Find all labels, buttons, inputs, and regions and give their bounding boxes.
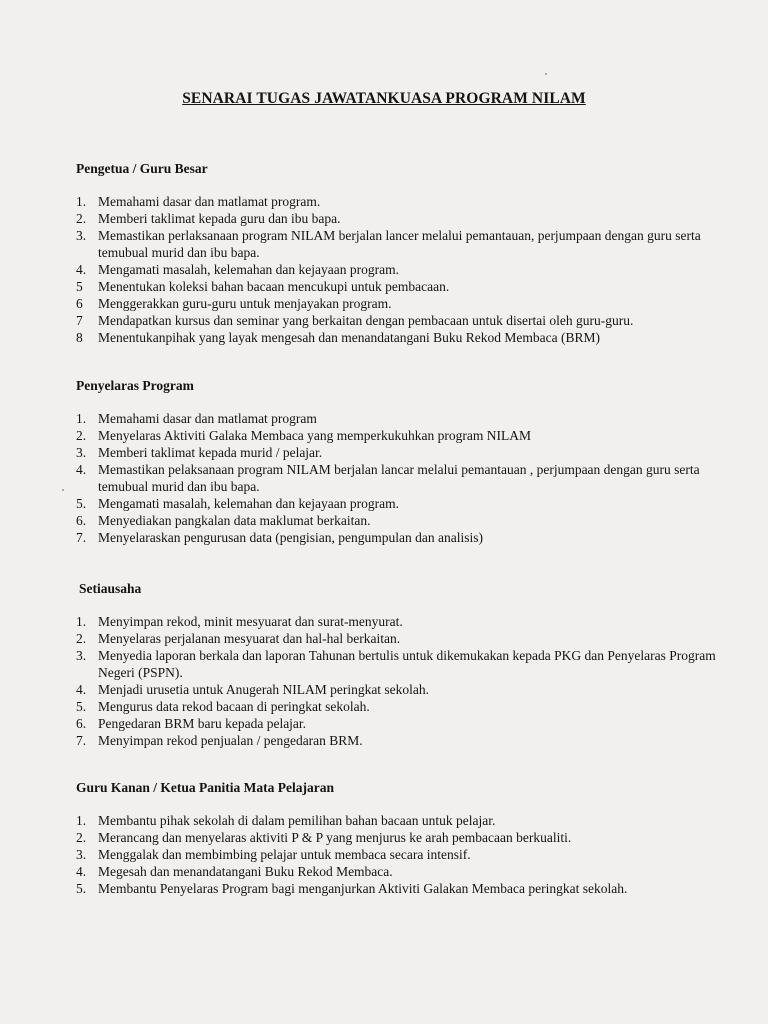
item-text: Membantu pihak sekolah di dalam pemilihan bahan bacaan untuk pelajar. xyxy=(98,813,496,828)
item-number: 3. xyxy=(76,648,87,663)
list-item xyxy=(76,461,716,495)
item-text: Mengamati masalah, kelemahan dan kejayaan program. xyxy=(98,496,400,511)
list-item xyxy=(76,261,716,278)
item-text: Menyedia laporan berkala dan laporan Tahunan bertulis untuk dikemukakan kepada PKG dan Penyelaras Program Negeri (PSPN). xyxy=(98,648,716,680)
item-number: 5. xyxy=(76,699,87,714)
item-text: Pengedaran BRM baru kepada pelajar. xyxy=(98,716,307,731)
list-item xyxy=(76,512,716,529)
item-text: Menyediakan pangkalan data maklumat berkaitan. xyxy=(98,513,371,528)
section-heading: Setiausaha xyxy=(79,581,142,596)
item-text: Menggerakkan guru-guru untuk menjayakan program. xyxy=(98,296,392,311)
list-item xyxy=(76,444,716,461)
item-text: Mengamati masalah, kelemahan dan kejayaan program. xyxy=(98,262,400,277)
item-number: 2. xyxy=(76,211,87,226)
item-number: 2. xyxy=(76,428,87,443)
item-number: 1. xyxy=(76,614,87,629)
item-text: Menyimpan rekod penjualan / pengedaran BRM. xyxy=(98,733,363,748)
item-number: 4. xyxy=(76,462,87,477)
task-list xyxy=(76,193,716,346)
section-pengetua xyxy=(76,161,716,346)
task-list xyxy=(76,812,716,897)
section-heading: Pengetua / Guru Besar xyxy=(76,161,208,176)
item-number: 4. xyxy=(76,262,87,277)
item-text: Menyelaras Aktiviti Galaka Membaca yang memperkukuhkan program NILAM xyxy=(98,428,531,443)
list-item xyxy=(76,295,716,312)
item-text: Memahami dasar dan matlamat program. xyxy=(98,194,321,209)
item-text: Memastikan perlaksanaan program NILAM berjalan lancer melalui pemantauan, perjumpaan dengan guru serta temubual murid dan ibu bapa. xyxy=(98,228,701,260)
list-item xyxy=(76,410,716,427)
item-text: Menyelaras perjalanan mesyuarat dan hal-hal berkaitan. xyxy=(98,631,401,646)
list-item xyxy=(76,698,719,715)
scan-speck xyxy=(62,489,64,491)
list-item xyxy=(76,427,716,444)
item-text: Memberi taklimat kepada murid / pelajar. xyxy=(98,445,323,460)
list-item xyxy=(76,732,719,749)
item-number: 1. xyxy=(76,411,87,426)
item-text: Menentukanpihak yang layak mengesah dan menandatangani Buku Rekod Membaca (BRM) xyxy=(98,330,600,345)
item-number: 5. xyxy=(76,496,87,511)
item-text: Menyimpan rekod, minit mesyuarat dan surat-menyurat. xyxy=(98,614,403,629)
list-item xyxy=(76,312,716,329)
document-title: SENARAI TUGAS JAWATANKUASA PROGRAM NILAM xyxy=(182,90,586,107)
list-item xyxy=(76,329,716,346)
list-item xyxy=(76,846,716,863)
list-item xyxy=(76,647,719,681)
list-item xyxy=(76,880,716,897)
section-heading: Penyelaras Program xyxy=(76,378,194,393)
item-text: Mengurus data rekod bacaan di peringkat sekolah. xyxy=(98,699,370,714)
item-number: 1. xyxy=(76,813,87,828)
section-guru-kanan xyxy=(76,780,716,897)
list-item xyxy=(76,210,716,227)
item-text: Mendapatkan kursus dan seminar yang berkaitan dengan pembacaan untuk disertai oleh guru-guru. xyxy=(98,313,634,328)
item-text: Menggalak dan membimbing pelajar untuk membaca secara intensif. xyxy=(98,847,471,862)
item-number: 3. xyxy=(76,847,87,862)
list-item xyxy=(76,193,716,210)
list-item xyxy=(76,495,716,512)
item-number: 7. xyxy=(76,530,87,545)
item-number: 8 xyxy=(76,330,83,345)
task-list xyxy=(76,410,716,546)
item-number: 6 xyxy=(76,296,83,311)
list-item xyxy=(76,829,716,846)
item-number: 2. xyxy=(76,830,87,845)
item-number: 3. xyxy=(76,445,87,460)
list-item xyxy=(76,681,719,698)
scan-speck xyxy=(545,73,547,75)
list-item xyxy=(76,863,716,880)
item-text: Memastikan pelaksanaan program NILAM berjalan lancar melalui pemantauan , perjumpaan dengan guru serta temubual murid dan ibu bapa. xyxy=(98,462,700,494)
item-text: Merancang dan menyelaras aktiviti P & P yang menjurus ke arah pembacaan berkualiti. xyxy=(98,830,572,845)
item-number: 1. xyxy=(76,194,87,209)
item-text: Menjadi urusetia untuk Anugerah NILAM peringkat sekolah. xyxy=(98,682,430,697)
list-item xyxy=(76,715,719,732)
item-number: 2. xyxy=(76,631,87,646)
list-item xyxy=(76,630,719,647)
section-heading: Guru Kanan / Ketua Panitia Mata Pelajaran xyxy=(76,780,334,795)
item-text: Menentukan koleksi bahan bacaan mencukupi untuk pembacaan. xyxy=(98,279,450,294)
item-number: 4. xyxy=(76,864,87,879)
list-item xyxy=(76,278,716,295)
list-item xyxy=(76,812,716,829)
item-text: Memberi taklimat kepada guru dan ibu bapa. xyxy=(98,211,341,226)
item-text: Menyelaraskan pengurusan data (pengisian, pengumpulan dan analisis) xyxy=(98,530,484,545)
item-text: Membantu Penyelaras Program bagi menganjurkan Aktiviti Galakan Membaca peringkat sekolah. xyxy=(98,881,628,896)
item-number: 5 xyxy=(76,279,83,294)
item-number: 7. xyxy=(76,733,87,748)
item-text: Megesah dan menandatangani Buku Rekod Membaca. xyxy=(98,864,393,879)
item-number: 6. xyxy=(76,716,87,731)
item-number: 4. xyxy=(76,682,87,697)
section-penyelaras xyxy=(76,378,716,546)
item-number: 6. xyxy=(76,513,87,528)
item-number: 3. xyxy=(76,228,87,243)
list-item xyxy=(76,529,716,546)
list-item xyxy=(76,227,716,261)
item-number: 5. xyxy=(76,881,87,896)
list-item xyxy=(76,613,719,630)
item-number: 7 xyxy=(76,313,83,328)
item-text: Memahami dasar dan matlamat program xyxy=(98,411,317,426)
section-setiausaha xyxy=(76,581,719,749)
task-list xyxy=(76,613,719,749)
